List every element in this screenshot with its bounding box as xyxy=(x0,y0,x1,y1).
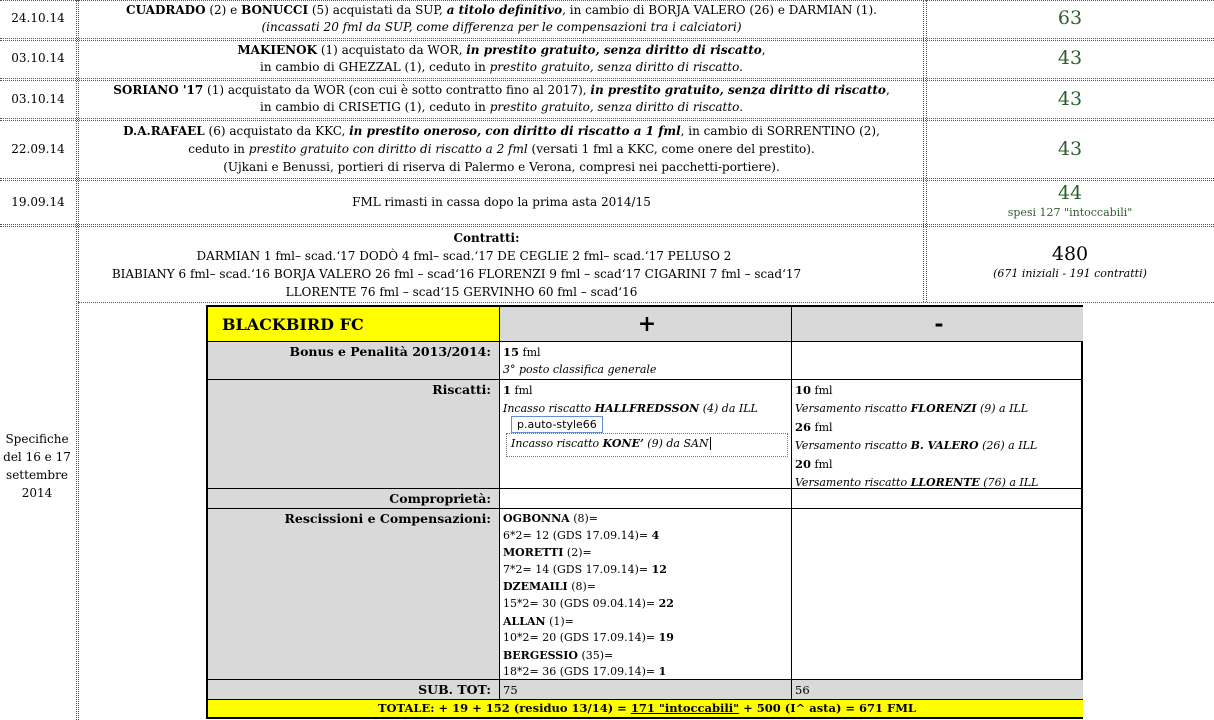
row-date: 24.10.14 xyxy=(11,11,65,25)
team-name: BLACKBIRD FC xyxy=(208,307,500,342)
subtot-plus: 75 xyxy=(500,680,792,700)
row-divider xyxy=(0,118,1214,119)
row-divider xyxy=(0,38,1214,39)
row-number: 63 xyxy=(1057,7,1083,29)
subtot-minus: 56 xyxy=(792,680,1083,700)
style-tag[interactable]: p.auto-style66 xyxy=(511,416,603,433)
bonus-minus xyxy=(792,342,1083,380)
row-divider xyxy=(78,302,1214,303)
riscatti-minus: 10 fml Versamento riscatto FLORENZI (9) a ILL 26 fml Versamento riscatto B. VALERO (26) a ILL 20 fml Versamento riscatto LLORENTE (76) a ILL xyxy=(792,380,1083,489)
row-description: CUADRADO (2) e BONUCCI (5) acquistati da SUP, a titolo definitivo, in cambio di BORJA VALERO (26) e DARMIAN (1). (incassati 20 fml da SUP, come differenza per le compensazioni tra i calciatori) xyxy=(126,3,877,34)
contracts-note: (671 iniziali - 191 contratti) xyxy=(993,267,1147,280)
bonus-label: Bonus e Penalità 2013/2014: xyxy=(208,342,500,380)
row-description: FML rimasti in cassa dopo la prima asta 2014/15 xyxy=(352,195,651,209)
row-description: D.A.RAFAEL (6) acquistato da KKC, in prestito oneroso, con diritto di riscatto a 1 fml, in cambio di SORRENTINO (2), ceduto in prestito gratuito con diritto di riscatto a 2 fml (versati 1 fml a KKC, come onere del prestito). (Ujkani e Benussi, portieri di riserva di Palermo e Verona, compresi nei pacchetti-portiere). xyxy=(123,124,880,174)
balance-table xyxy=(206,305,1083,719)
rescissioni-label: Rescissioni e Compensazioni: xyxy=(208,509,500,680)
subtot-label: SUB. TOT: xyxy=(208,680,500,700)
row-date: 03.10.14 xyxy=(11,51,65,65)
row-date: 22.09.14 xyxy=(11,142,65,156)
comproprieta-label: Comproprietà: xyxy=(208,489,500,509)
column-divider xyxy=(923,0,924,302)
row-divider xyxy=(0,226,1214,227)
column-divider xyxy=(78,0,79,720)
row-number: 43 xyxy=(1057,138,1083,160)
row-divider xyxy=(0,78,1214,79)
column-divider xyxy=(76,0,77,720)
resc-item: OGBONNA (8)= xyxy=(503,512,599,525)
resc-item: DZEMAILI (8)= xyxy=(503,580,596,594)
total-row: TOTALE: + 19 + 152 (residuo 13/14) = 171 "intoccabili" + 500 (I^ asta) = 671 FML xyxy=(208,700,1083,717)
row-divider xyxy=(0,120,1214,121)
row-divider xyxy=(0,224,1214,225)
comproprieta-minus xyxy=(792,489,1083,509)
row-date: 19.09.14 xyxy=(11,195,65,209)
side-label: Specifiche del 16 e 17 settembre 2014 xyxy=(3,432,71,500)
resc-item: ALLAN (1)= xyxy=(503,614,574,628)
resc-item: BERGESSIO (35)= xyxy=(503,648,614,662)
row-number: 43 xyxy=(1057,47,1083,69)
row-description: SORIANO '17 (1) acquistato da WOR (con cui è sotto contratto fino al 2017), in prestito gratuito, senza diritto di riscatto, in cambio di CRISETIG (1), ceduto in prestito gratuito, senza diritto di riscatto. xyxy=(113,83,890,114)
row-description: MAKIENOK (1) acquistato da WOR, in prestito gratuito, senza diritto di riscatto, in cambio di GHEZZAL (1), ceduto in prestito gratuito, senza diritto di riscatto. xyxy=(237,43,766,74)
bonus-plus: 15 fml 3° posto classifica generale xyxy=(500,342,792,380)
contracts-block: Contratti: DARMIAN 1 fml– scad.‘17 DODÒ 4 fml– scad.‘17 DE CEGLIE 2 fml– scad.‘17 PELUSO 2 BIABIANY 6 fml– scad.‘16 BORJA VALERO 26 fml – scad‘16 FLORENZI 9 fml – scad‘17 CIGARINI 7 fml – scad‘17 LLORENTE 76 fml – scad‘15 GERVINHO 60 fml – scad‘16 xyxy=(111,231,802,299)
rescissioni-minus xyxy=(792,509,1083,680)
riscatti-plus: 1 fml Incasso riscatto HALLFREDSSON (4) da ILL xyxy=(500,380,792,489)
rescissioni-plus: OGBONNA (8)= 6*2= 12 (GDS 17.09.14)= 4 MORETTI (2)= 7*2= 14 (GDS 17.09.14)= 12 DZEMAILI (8)= 15*2= 30 (GDS 09.04.14)= 22 ALLAN (1)= 10*2= 20 (GDS 17.09.14)= 19 BERGESSIO (35)= 18*2= 36 (GDS 17.09.14)= 1 xyxy=(500,509,792,680)
contracts-number: 480 xyxy=(1051,243,1089,265)
row-number: 44 xyxy=(1057,182,1083,204)
riscatti-label: Riscatti: xyxy=(208,380,500,489)
row-note: spesi 127 "intoccabili" xyxy=(1007,206,1133,219)
row-date: 03.10.14 xyxy=(11,92,65,106)
row-divider xyxy=(0,178,1214,179)
plus-header: + xyxy=(500,307,792,342)
resc-item: MORETTI (2)= xyxy=(503,546,592,560)
riscatto-kone: Incasso riscatto KONE’ (9) da SAN xyxy=(511,437,709,450)
row-number: 43 xyxy=(1057,88,1083,110)
minus-header: - xyxy=(792,307,1083,342)
row-divider xyxy=(0,180,1214,181)
comproprieta-plus xyxy=(500,489,792,509)
